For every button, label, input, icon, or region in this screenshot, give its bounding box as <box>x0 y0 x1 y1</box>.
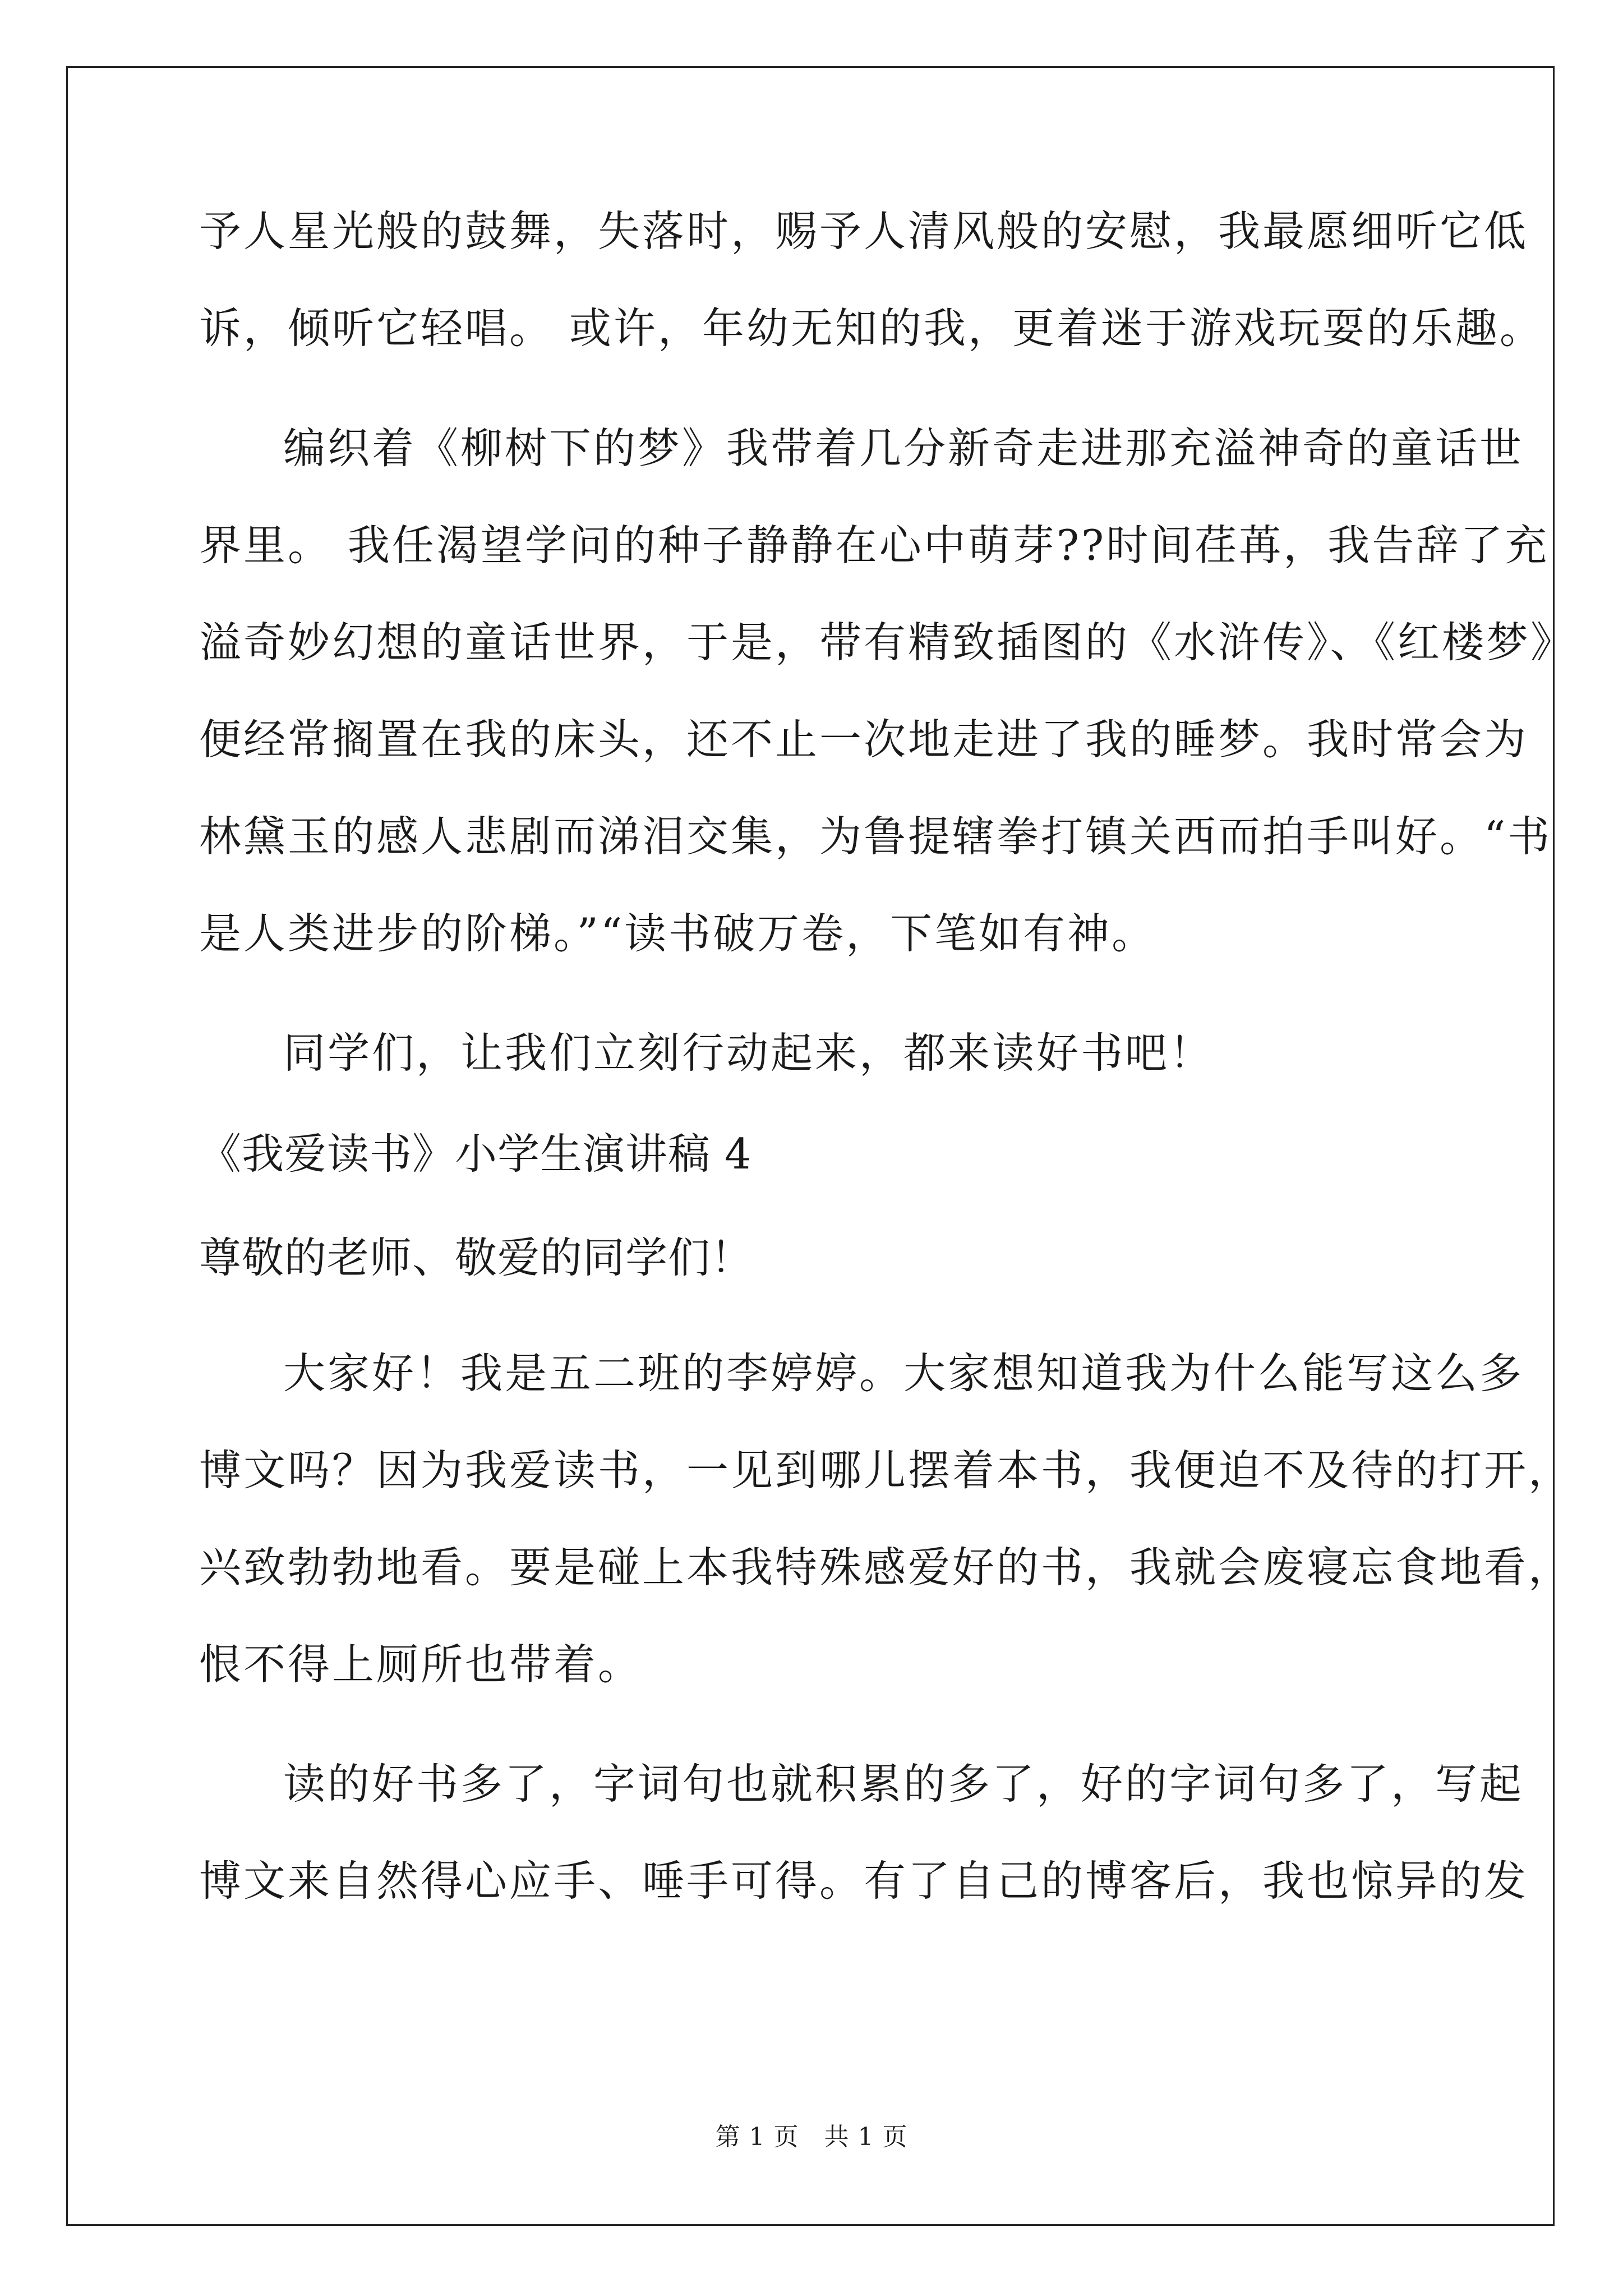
text-line-17: 博文来自然得心应手、唾手可得。有了自己的博客后，我也惊异的发 <box>199 1856 1529 1906</box>
page-footer: 第 1 页 共 1 页 <box>715 2123 908 2151</box>
text-line-4: 界里。 我任渴望学问的种子静静在心中萌芽??时间荏苒，我告辞了充 <box>199 521 1550 570</box>
text-line-6: 便经常搁置在我的床头，还不止一次地走进了我的睡梦。我时常会为 <box>199 715 1529 764</box>
text-line-9: 同学们，让我们立刻行动起来，都来读好书吧！ <box>283 1028 1214 1078</box>
text-line-12: 大家好！我是五二班的李婷婷。大家想知道我为什么能写这么多 <box>283 1349 1524 1398</box>
text-line-16: 读的好书多了，字词句也就积累的多了，好的字词句多了，写起 <box>283 1759 1524 1809</box>
text-line-1: 予人星光般的鼓舞，失落时，赐予人清风般的安慰，我最愿细听它低 <box>199 206 1529 256</box>
text-line-2: 诉，倾听它轻唱。 或许，年幼无知的我，更着迷于游戏玩耍的乐趣。 <box>199 303 1544 353</box>
section-heading: 《我爱读书》小学生演讲稿 4 <box>199 1129 752 1179</box>
text-line-3: 编织着《柳树下的梦》我带着几分新奇走进那充溢神奇的童话世 <box>283 424 1524 473</box>
text-line-14: 兴致勃勃地看。要是碰上本我特殊感爱好的书，我就会废寝忘食地看， <box>199 1543 1573 1592</box>
text-line-5: 溢奇妙幻想的童话世界，于是，带有精致插图的《水浒传》、《红楼梦》 <box>199 618 1575 667</box>
text-line-7: 林黛玉的感人悲剧而涕泪交集，为鲁提辖拳打镇关西而拍手叫好。“书 <box>199 812 1552 861</box>
salutation: 尊敬的老师、敬爱的同学们！ <box>199 1233 754 1282</box>
text-line-8: 是人类进步的阶梯。”“读书破万卷，下笔如有神。 <box>199 909 1156 958</box>
text-line-15: 恨不得上厕所也带着。 <box>199 1640 643 1689</box>
text-line-13: 博文吗？因为我爱读书，一见到哪儿摆着本书，我便迫不及待的打开， <box>199 1446 1573 1495</box>
